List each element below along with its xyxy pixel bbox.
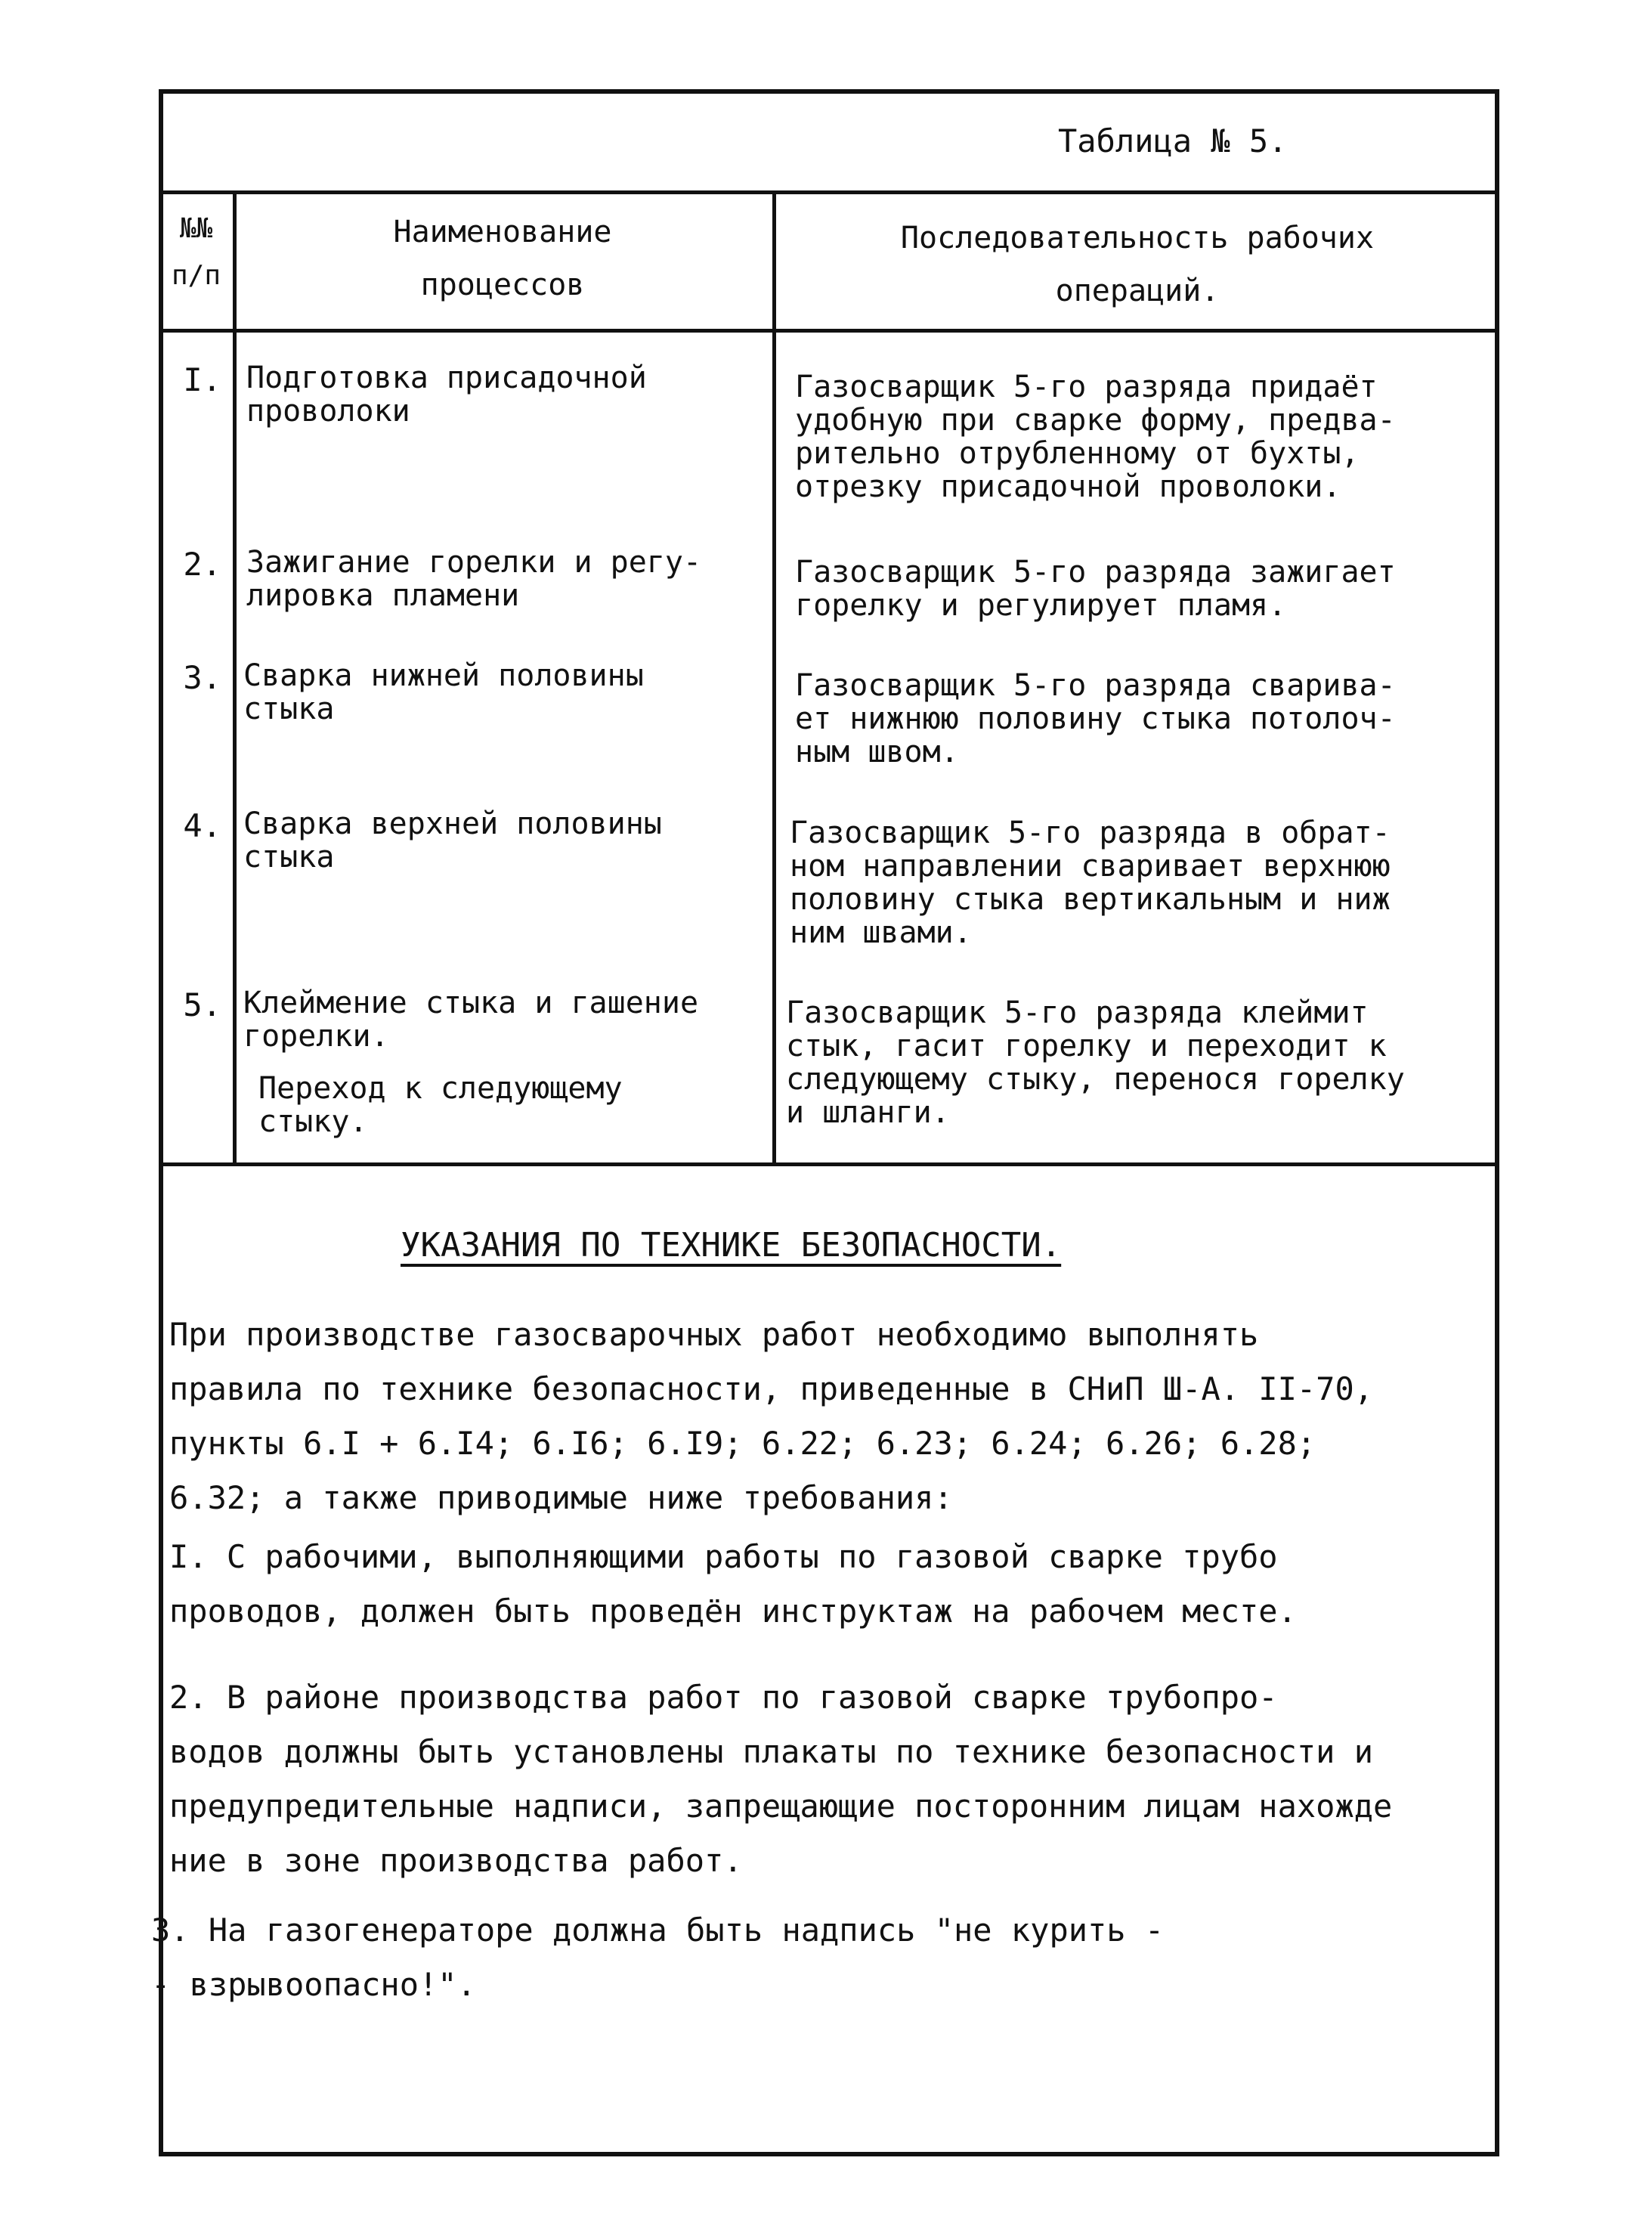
row-4-process: Сварка верхней половины стыка <box>243 806 662 875</box>
header-process-name: Наименование процессов <box>393 215 612 302</box>
safety-item-1: I. С рабочими, выполняющими работы по газовой сварке трубо проводов, должен быть проведён инструктаж на рабочем месте. <box>169 1538 1297 1630</box>
safety-item-2: 2. В районе производства работ по газовой сварке трубопро- водов должны быть установлены плакаты по технике безопасности и предупредительные надписи, запрещающие посторонним лицам нахожде ние в зоне производства работ. <box>169 1679 1393 1879</box>
row-4-number: 4. <box>183 807 221 844</box>
row-2-operations: Газосварщик 5-го разряда зажигает горелку и регулирует пламя. <box>795 555 1396 623</box>
table-top-rule <box>159 190 1499 194</box>
header-number: №№ п/п <box>171 213 221 291</box>
row-2-process: Зажигание горелки и регу- лировка пламени <box>246 545 702 613</box>
row-5-number: 5. <box>183 986 221 1023</box>
safety-section-title: УКАЗАНИЯ ПО ТЕХНИКЕ БЕЗОПАСНОСТИ. <box>401 1226 1062 1265</box>
table-header-rule <box>159 329 1499 333</box>
header-operations: Последовательность рабочих операций. <box>900 221 1375 308</box>
row-3-operations: Газосварщик 5-го разряда сварива- ет нижнюю половину стыка потолоч- ным швом. <box>795 668 1396 769</box>
col-divider-2 <box>772 190 776 1166</box>
row-1-operations: Газосварщик 5-го разряда придаёт удобную при сварке форму, предва- рительно отрубленному от бухты, отрезку присадочной проволоки. <box>795 370 1396 504</box>
safety-intro-paragraph: При производстве газосварочных работ необходимо выполнять правила по технике безопасности, приведенные в СНиП Ш-А. II-70, пункты 6.I + 6.I4; 6.I6; 6.I9; 6.22; 6.23; 6.24; 6.26; 6.28; 6.32; а также приводимые ниже требования: <box>169 1316 1374 1516</box>
row-1-number: I. <box>183 361 221 398</box>
row-5-process-note: Переход к следующему стыку. <box>258 1071 623 1139</box>
col-divider-1 <box>233 190 237 1166</box>
table-title: Таблица № 5. <box>1058 122 1288 159</box>
row-5-operations: Газосварщик 5-го разряда клеймит стык, гасит горелку и переходит к следующему стыку, перенося горелку и шланги. <box>786 995 1405 1130</box>
row-3-number: 3. <box>183 659 221 696</box>
row-3-process: Сварка нижней половины стыка <box>243 658 644 726</box>
row-2-number: 2. <box>183 546 221 583</box>
table-bottom-rule <box>159 1162 1499 1166</box>
row-4-operations: Газосварщик 5-го разряда в обрат- ном направлении сваривает верхнюю половину стыка вертикальным и ниж ним швами. <box>790 816 1391 950</box>
safety-item-3: 3. На газогенераторе должна быть надпись "не курить - - взрывоопасно!". <box>151 1912 1165 2003</box>
row-1-process: Подготовка присадочной проволоки <box>246 361 647 429</box>
row-5-process: Клеймение стыка и гашение горелки. <box>243 986 699 1054</box>
